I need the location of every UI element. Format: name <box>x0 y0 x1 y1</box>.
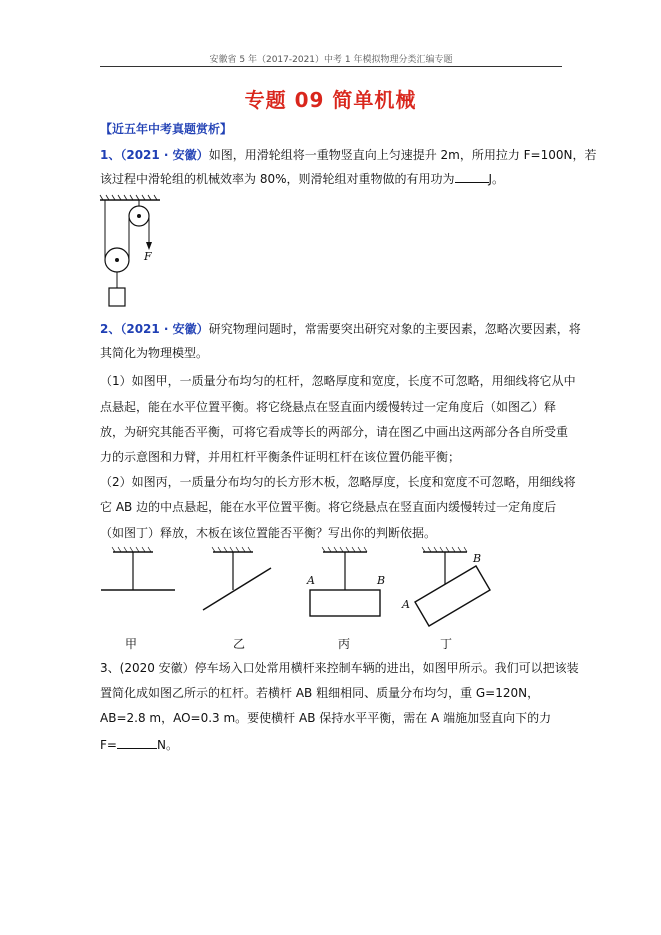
figure-yi <box>203 547 271 651</box>
figure-ding <box>401 547 490 651</box>
q3-line3: AB=2.8 m，AO=0.3 m。要使横杆 AB 保持水平平衡，需在 A 端施加竖直向下的力 <box>100 711 552 725</box>
figure-label-ding: 丁 <box>440 637 453 651</box>
lever-figures <box>95 546 565 656</box>
force-label: F <box>144 250 152 263</box>
pulley-figure <box>95 194 165 314</box>
force-arrow <box>146 242 152 250</box>
q3-text4a: F= <box>100 738 117 752</box>
q1-text1: 如图，用滑轮组将一重物竖直向上匀速提升 2m，所用拉力 F=100N，若 <box>208 148 597 162</box>
q1-answer-blank[interactable] <box>455 168 489 183</box>
q2-number: 2、 <box>100 322 121 336</box>
figure-label-yi: 乙 <box>233 637 246 651</box>
q3-line1: 3、(2020 安徽）停车场入口处常用横杆来控制车辆的进出，如图甲所示。我们可以把该装 <box>100 661 579 675</box>
figure-jia <box>101 547 175 651</box>
q2-line5: 放，为研究其能否平衡，可将它看成等长的两部分，请在图乙中画出这两部分各自所受重 <box>100 425 569 439</box>
q3-answer-blank[interactable] <box>117 734 157 749</box>
point-b-bing: B <box>377 574 386 587</box>
q2-line1 <box>100 318 581 340</box>
figure-label-jia: 甲 <box>125 637 138 651</box>
q3-text4b: N。 <box>156 738 178 752</box>
point-b-ding: B <box>473 552 482 565</box>
q1-line2 <box>100 168 562 190</box>
figure-label-bing: 丙 <box>338 637 351 651</box>
q2-line7: （2）如图丙，一质量分布均匀的长方形木板，忽略厚度，长度和宽度不可忽略，用细线将 <box>100 475 576 489</box>
board-bing <box>310 590 380 616</box>
q2-line4: 点悬起，能在水平位置平衡。将它绕悬点在竖直面内缓慢转过一定角度后（如图乙）释 <box>100 400 557 414</box>
page-title: 专题 09 简单机械 <box>244 88 417 112</box>
board-ding <box>415 566 490 626</box>
running-header: 安徽省 5 年（2017-2021）中考 1 年模拟物理分类汇编专题 <box>209 55 453 65</box>
q2-line2: 其简化为物理模型。 <box>100 346 209 360</box>
q1-text2b: J。 <box>488 172 505 186</box>
header-rule <box>100 66 562 67</box>
section-tag: 【近五年中考真题赏析】 <box>100 122 233 136</box>
q1-number: 1、 <box>100 148 121 162</box>
weight-block <box>109 288 125 306</box>
q2-line8: 它 AB 边的中点悬起，能在水平位置平衡。将它绕悬点在竖直面内缓慢转过一定角度后 <box>100 500 557 514</box>
q2-line9: （如图丁）释放，木板在该位置能否平衡？写出你的判断依据。 <box>100 526 437 540</box>
q3-line4 <box>100 734 562 756</box>
point-a-bing: A <box>307 574 315 587</box>
q3-line2: 置简化成如图乙所示的杠杆。若横杆 AB 粗细相同、质量分布均匀，重 G=120N， <box>100 686 540 700</box>
q2-text1: 研究物理问题时，常需要突出研究对象的主要因素，忽略次要因素，将 <box>208 322 581 336</box>
q2-line6: 力的示意图和力臂，并用杠杆平衡条件证明杠杆在该位置仍能平衡； <box>100 450 461 464</box>
q2-line3: （1）如图甲，一质量分布均匀的杠杆，忽略厚度和宽度，长度不可忽略，用细线将它从中 <box>100 374 576 388</box>
figure-bing <box>306 547 385 651</box>
q1-line1 <box>100 144 597 166</box>
q1-source: （2021 · 安徽） <box>120 148 209 162</box>
point-a-ding: A <box>402 598 410 611</box>
q1-text2a: 该过程中滑轮组的机械效率为 80%，则滑轮组对重物做的有用功为 <box>100 172 455 186</box>
q2-source: （2021 · 安徽） <box>120 322 209 336</box>
